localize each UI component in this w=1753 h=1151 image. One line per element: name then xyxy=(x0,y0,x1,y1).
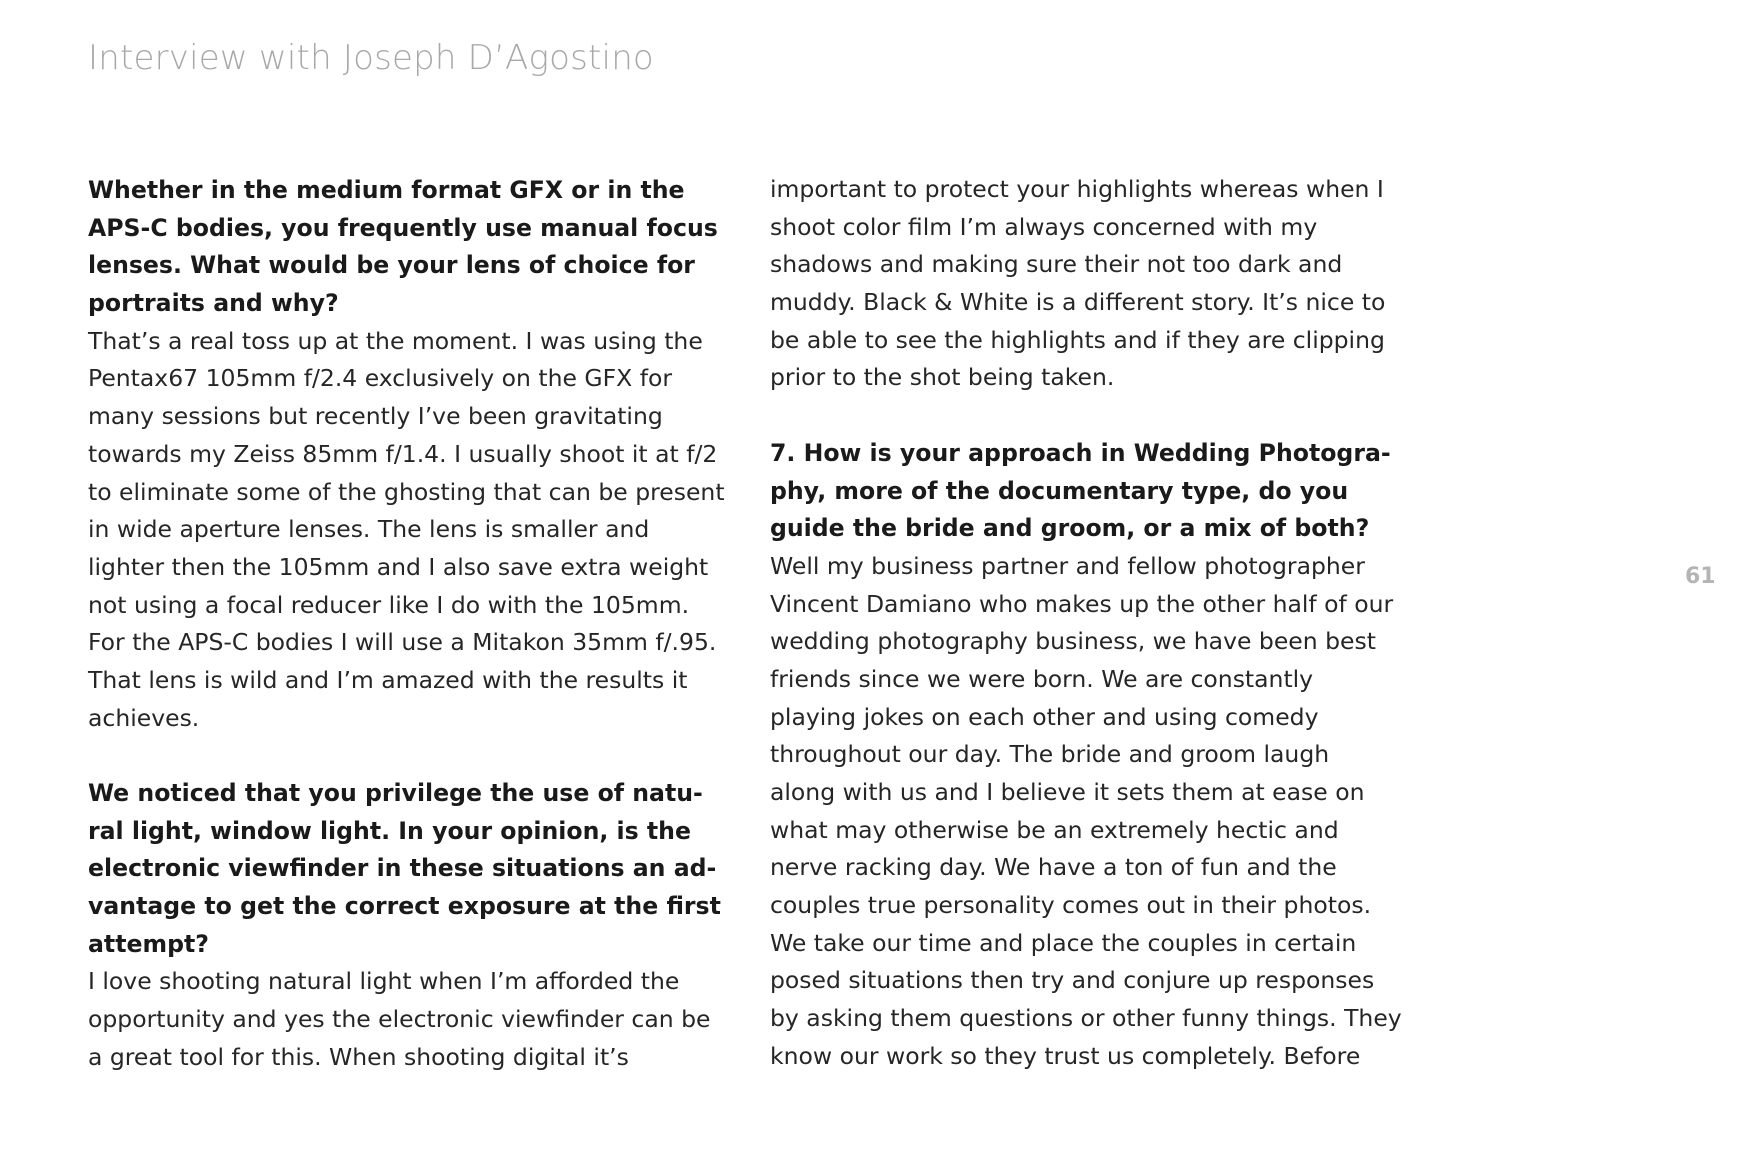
page-header-title: Interview with Joseph D’Agostino xyxy=(88,38,654,78)
answer-line: couples true personality comes out in their photos. xyxy=(770,891,1372,920)
question-line: guide the bride and groom, or a mix of both? xyxy=(770,514,1370,543)
answer-line: That lens is wild and I’m amazed with the results it xyxy=(88,665,688,694)
question-line: Whether in the medium format GFX or in the xyxy=(88,176,685,204)
answer-line: That’s a real toss up at the moment. I was using the xyxy=(88,326,703,355)
answer-line: in wide aperture lenses. The lens is smaller and xyxy=(88,515,650,544)
answer-line: shoot color film I’m always concerned with my xyxy=(770,212,1318,241)
answer-2 xyxy=(88,963,728,1076)
left-column xyxy=(88,172,728,1077)
answer-line: not using a focal reducer like I do with the 105mm. xyxy=(88,590,690,619)
question-line: portraits and why? xyxy=(88,289,339,318)
question-line: 7. How is your approach in Wedding Photogra- xyxy=(770,438,1391,467)
answer-line: Vincent Damiano who makes up the other half of our xyxy=(770,589,1394,618)
answer-line: We take our time and place the couples in certain xyxy=(770,928,1357,957)
answer-line: shadows and making sure their not too dark and xyxy=(770,250,1343,279)
answer-line: know our work so they trust us completely. Before xyxy=(770,1041,1361,1070)
answer-line: nerve racking day. We have a ton of fun and the xyxy=(770,853,1337,882)
answer-line: I love shooting natural light when I’m afforded the xyxy=(88,967,680,996)
answer-3 xyxy=(770,548,1410,1076)
answer-line: a great tool for this. When shooting digital it’s xyxy=(88,1042,629,1071)
answer-line: be able to see the highlights and if they are clipping xyxy=(770,325,1385,354)
answer-line: posed situations then try and conjure up responses xyxy=(770,966,1375,995)
question-line: We noticed that you privilege the use of natu- xyxy=(88,779,703,807)
answer-1 xyxy=(88,323,728,738)
answer-line: Well my business partner and fellow photographer xyxy=(770,551,1365,580)
answer-line: playing jokes on each other and using comedy xyxy=(770,702,1319,731)
question-line: ral light, window light. In your opinion, is the xyxy=(88,816,691,845)
page-number: 61 xyxy=(1685,564,1716,589)
question-2 xyxy=(88,775,728,963)
question-line: lenses. What would be your lens of choice for xyxy=(88,251,695,280)
paragraph-gap xyxy=(88,737,728,775)
question-line: attempt? xyxy=(88,929,209,958)
answer-line: muddy. Black & White is a different story. It’s nice to xyxy=(770,288,1386,317)
answer-line: towards my Zeiss 85mm f/1.4. I usually shoot it at f/2 xyxy=(88,439,718,468)
question-line: APS-C bodies, you frequently use manual focus xyxy=(88,213,718,242)
answer-line: many sessions but recently I’ve been gravitating xyxy=(88,402,663,431)
answer-line: opportunity and yes the electronic viewfinder can be xyxy=(88,1005,711,1034)
answer-line: lighter then the 105mm and I also save extra weight xyxy=(88,552,709,581)
question-line: electronic viewfinder in these situations an ad- xyxy=(88,854,717,883)
question-line: phy, more of the documentary type, do you xyxy=(770,476,1349,505)
question-1 xyxy=(88,172,728,323)
answer-line: wedding photography business, we have been best xyxy=(770,627,1376,656)
answer-line: friends since we were born. We are constantly xyxy=(770,664,1314,693)
paragraph-gap xyxy=(770,397,1410,435)
answer-line: achieves. xyxy=(88,703,200,732)
question-3 xyxy=(770,435,1410,548)
answer-line: For the APS-C bodies I will use a Mitakon 35mm f/.95. xyxy=(88,628,717,657)
question-line: vantage to get the correct exposure at the first xyxy=(88,892,721,921)
answer-line: by asking them questions or other funny things. They xyxy=(770,1004,1402,1033)
answer-line: to eliminate some of the ghosting that can be present xyxy=(88,477,725,506)
answer-line: throughout our day. The bride and groom laugh xyxy=(770,740,1330,769)
answer-line: important to protect your highlights whereas when I xyxy=(770,175,1384,203)
answer-line: along with us and I believe it sets them at ease on xyxy=(770,778,1365,806)
answer-line: what may otherwise be an extremely hectic and xyxy=(770,815,1339,844)
right-column xyxy=(770,171,1410,1076)
answer-line: Pentax67 105mm f/2.4 exclusively on the GFX for xyxy=(88,364,673,393)
answer-2-continued xyxy=(770,171,1410,397)
answer-line: prior to the shot being taken. xyxy=(770,363,1115,392)
